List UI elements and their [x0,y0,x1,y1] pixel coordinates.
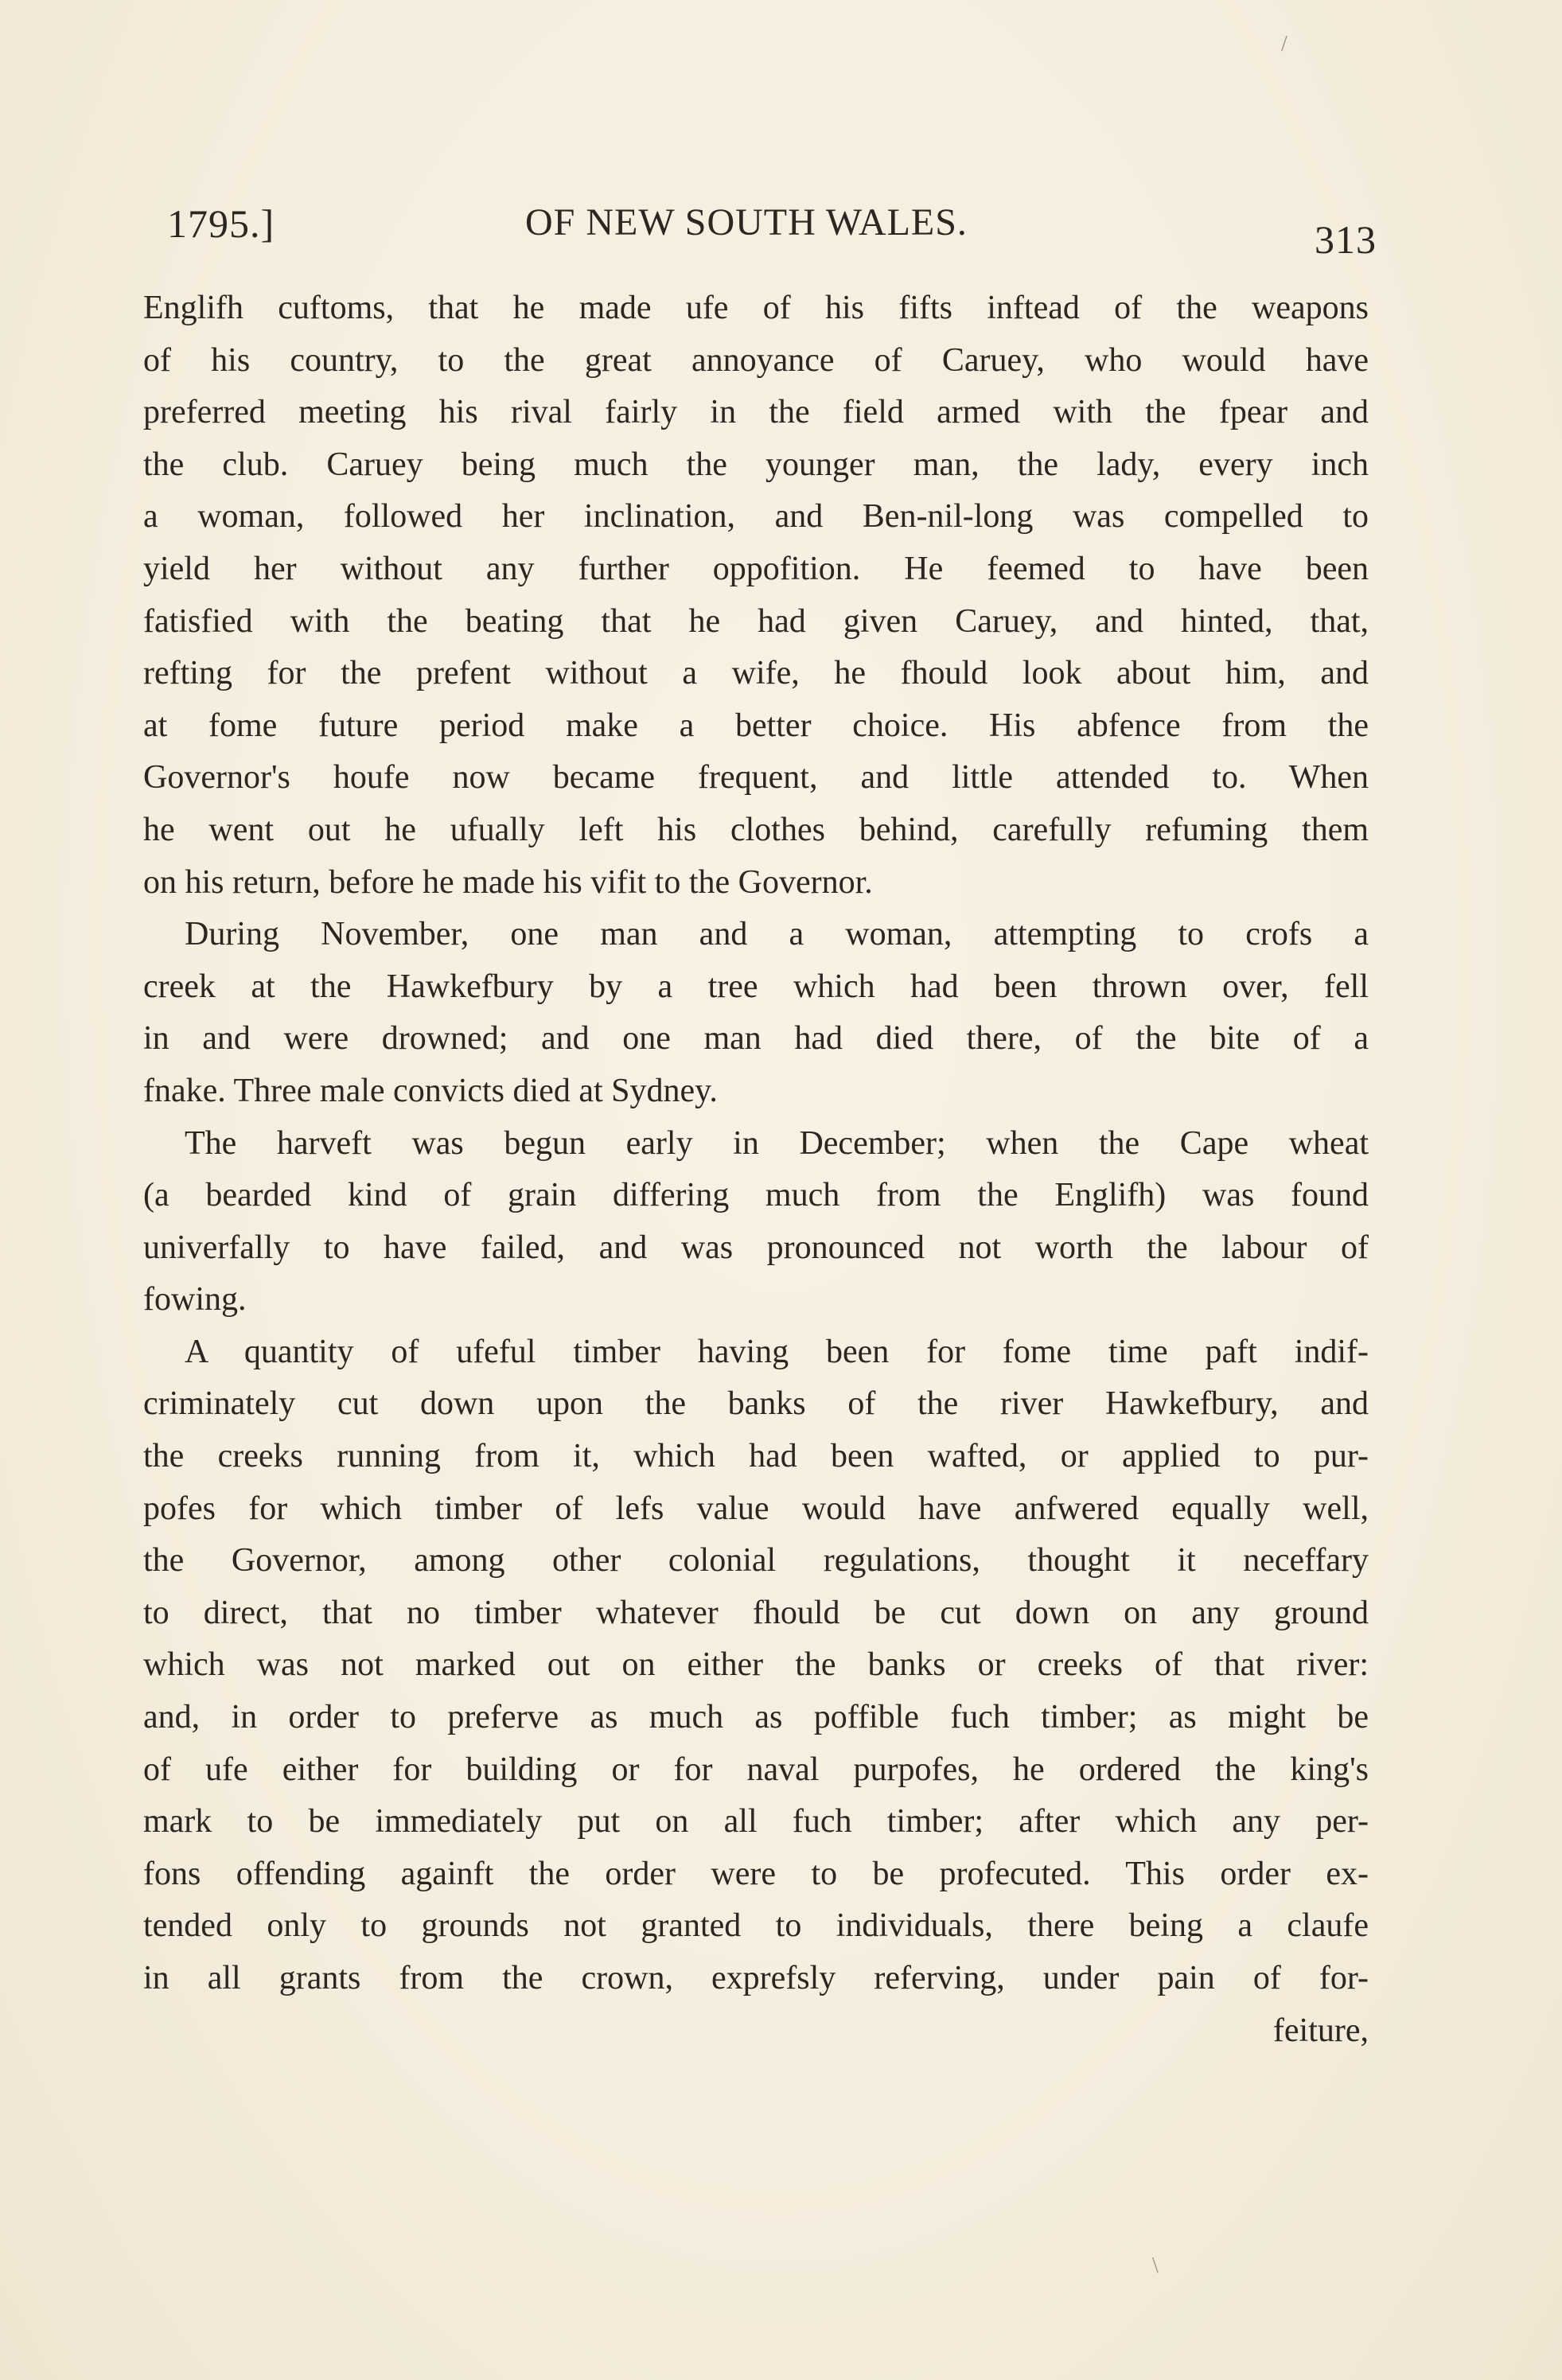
text-line: the creeks running from it, which had been wafted, or applied to pur- [143,1438,1369,1475]
text-line: yield her without any further oppofition. He feemed to have been [143,550,1369,587]
text-line: fons offending againft the order were to be profecuted. This order ex- [143,1855,1369,1892]
text-line: fatisfied with the beating that he had given Caruey, and hinted, that, [143,602,1369,640]
text-line: to direct, that no timber whatever fhould be cut down on any ground [143,1594,1369,1631]
text-line: he went out he ufually left his clothes behind, carefully refuming them [143,811,1369,848]
text-line: criminately cut down upon the banks of the river Hawkefbury, and [143,1385,1369,1423]
header-title: OF NEW SOUTH WALES. [525,201,968,243]
text-line: fowing. [143,1281,247,1319]
text-line: of his country, to the great annoyance of Caruey, who would have [143,341,1369,379]
body-text [143,282,1369,2057]
text-line: The harveft was begun early in December; when the Cape wheat [185,1124,1369,1162]
text-line: feiture, [1272,2012,1369,2049]
page-number: 313 [1315,217,1377,262]
page-speck-mark: / [1281,32,1287,56]
text-line: fnake. Three male convicts died at Sydney. [143,1072,718,1109]
text-line: Governor's houfe now became frequent, and little attended to. When [143,759,1369,797]
text-line: Englifh cuftoms, that he made ufe of his fifts inftead of the weapons [143,290,1369,326]
text-line: A quantity of ufeful timber having been for fome time paft indif- [185,1333,1369,1370]
text-line: the club. Caruey being much the younger man, the lady, every inch [143,446,1369,483]
text-line: refting for the prefent without a wife, he fhould look about him, and [143,655,1369,692]
text-line: and, in order to preferve as much as poffible fuch timber; as might be [143,1699,1369,1736]
text-line: in all grants from the crown, exprefsly referving, under pain of for- [143,1960,1369,1996]
text-line: the Governor, among other colonial regulations, thought it neceffary [143,1542,1369,1580]
running-header [167,201,1393,262]
text-line: univerfally to have failed, and was pronounced not worth the labour of [143,1229,1369,1266]
header-year: 1795.] [167,201,275,246]
page-speck-mark: \ [1152,2253,1159,2278]
text-line: on his return, before he made his vifit to the Governor. [143,863,873,901]
text-line: preferred meeting his rival fairly in the field armed with the fpear and [143,394,1369,431]
text-line: mark to be immediately put on all fuch timber; after which any per- [143,1803,1369,1841]
text-line: tended only to grounds not granted to individuals, there being a claufe [143,1907,1369,1945]
text-line: (a bearded kind of grain differing much from the Englifh) was found [143,1177,1369,1214]
text-line: a woman, followed her inclination, and Ben-nil-long was compelled to [143,498,1369,536]
text-line: at fome future period make a better choice. His abfence from the [143,707,1369,744]
text-line: which was not marked out on either the banks or creeks of that river: [143,1646,1369,1684]
text-line: of ufe either for building or for naval purpofes, he ordered the king's [143,1751,1369,1788]
text-line: in and were drowned; and one man had died there, of the bite of a [143,1020,1369,1058]
text-line: During November, one man and a woman, attempting to crofs a [185,916,1369,953]
text-line: creek at the Hawkefbury by a tree which had been thrown over, fell [143,968,1369,1005]
text-line: pofes for which timber of lefs value would have anfwered equally well, [143,1490,1369,1527]
